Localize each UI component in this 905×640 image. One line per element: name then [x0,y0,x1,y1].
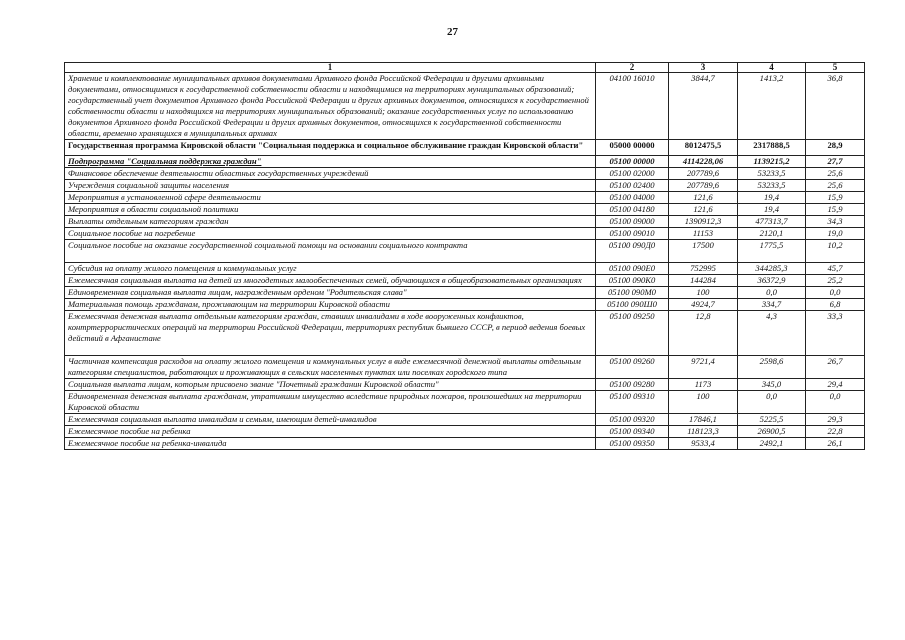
table-row [65,73,865,140]
table-row [65,228,865,240]
row-percent-cell: 25,6 [806,168,865,180]
table-row [65,287,865,299]
row-name-cell: Мероприятия в установленной сфере деятельности [65,192,596,204]
table-row [65,156,865,168]
row-percent-cell: 25,6 [806,180,865,192]
row-code-cell: 05100 00000 [596,156,669,168]
row-code-cell: 05000 00000 [596,140,669,156]
header-row [65,63,865,73]
table-row [65,180,865,192]
row-actual-cell: 1775,5 [738,240,806,263]
row-code-cell: 05100 09320 [596,414,669,426]
row-percent-cell: 22,8 [806,426,865,438]
row-name-cell: Ежемесячная социальная выплата на детей из многодетных малообеспеченных семей, обучающихся в общеобразовательных организациях [65,275,596,287]
row-name-cell: Социальное пособие на оказание государственной социальной помощи на основании социального контракта [65,240,596,263]
row-code-cell: 05100 09000 [596,216,669,228]
row-percent-cell: 6,8 [806,299,865,311]
table-row [65,391,865,414]
row-name-cell: Ежемесячная денежная выплата отдельным категориям граждан, ставших инвалидами в ходе вооруженных конфликтов, контртеррористических операций на территории Российской Федерации, территориях республик бывшего СССР, в период ведения боевых действий в Афганистане [65,311,596,356]
row-actual-cell: 19,4 [738,204,806,216]
row-code-cell: 05100 02400 [596,180,669,192]
row-actual-cell: 345,0 [738,379,806,391]
row-plan-cell: 118123,3 [669,426,738,438]
row-actual-cell: 0,0 [738,287,806,299]
column-header: 2 [596,63,669,73]
row-plan-cell: 3844,7 [669,73,738,140]
table-row [65,204,865,216]
row-plan-cell: 17846,1 [669,414,738,426]
row-actual-cell: 2598,6 [738,356,806,379]
table-row [65,168,865,180]
row-plan-cell: 1390912,3 [669,216,738,228]
row-name-cell: Ежемесячное пособие на ребенка [65,426,596,438]
row-name-cell: Учреждения социальной защиты населения [65,180,596,192]
row-plan-cell: 4924,7 [669,299,738,311]
row-actual-cell: 53233,5 [738,168,806,180]
row-code-cell: 05100 09250 [596,311,669,356]
budget-table [64,62,865,450]
row-name-cell: Хранение и комплектование муниципальных архивов документами Архивного фонда Российской Федерации и другими архивными документами, относящимися к государственной собственности области и находящимися на территориях муниципальных образований; государственный учет документов Архивного фонда Российской Федерации и других архивных документов, относящихся к государственной собственности области и находящихся на территориях муниципальных образований; оказание государственных услуг по использованию документов Архивного фонда Российской Федерации и других архивных документов, относящихся к государственной собственности области, временно хранящихся в муниципальных архивах [65,73,596,140]
row-plan-cell: 1173 [669,379,738,391]
row-percent-cell: 26,1 [806,438,865,450]
row-actual-cell: 36372,9 [738,275,806,287]
table-body [65,73,865,450]
row-plan-cell: 121,6 [669,192,738,204]
row-code-cell: 05100 090Ш0 [596,299,669,311]
row-code-cell: 05100 09010 [596,228,669,240]
row-percent-cell: 19,0 [806,228,865,240]
row-percent-cell: 45,7 [806,263,865,275]
table-row [65,311,865,356]
row-name-cell: Финансовое обеспечение деятельности областных государственных учреждений [65,168,596,180]
row-plan-cell: 207789,6 [669,180,738,192]
row-actual-cell: 5225,5 [738,414,806,426]
row-code-cell: 05100 04000 [596,192,669,204]
row-actual-cell: 4,3 [738,311,806,356]
row-actual-cell: 2120,1 [738,228,806,240]
table-row [65,216,865,228]
page-number: 27 [447,26,458,38]
row-name-cell: Выплаты отдельным категориям граждан [65,216,596,228]
row-plan-cell: 752995 [669,263,738,275]
row-percent-cell: 29,3 [806,414,865,426]
column-header: 5 [806,63,865,73]
row-plan-cell: 11153 [669,228,738,240]
row-plan-cell: 100 [669,391,738,414]
table-row [65,438,865,450]
row-plan-cell: 4114228,06 [669,156,738,168]
row-code-cell: 05100 09310 [596,391,669,414]
row-plan-cell: 121,6 [669,204,738,216]
row-plan-cell: 100 [669,287,738,299]
table-row [65,356,865,379]
row-percent-cell: 36,8 [806,73,865,140]
row-actual-cell: 26900,5 [738,426,806,438]
row-name-cell: Единовременная денежная выплата гражданам, утратившим имущество вследствие природных пожаров, произошедших на территории Кировской области [65,391,596,414]
table-row [65,379,865,391]
row-name-cell: Социальная выплата лицам, которым присвоено звание "Почетный гражданин Кировской области" [65,379,596,391]
row-plan-cell: 12,8 [669,311,738,356]
row-percent-cell: 0,0 [806,287,865,299]
row-code-cell: 05100 02000 [596,168,669,180]
row-name-cell: Частичная компенсация расходов на оплату жилого помещения и коммунальных услуг в виде ежемесячной денежной выплаты отдельным категориям специалистов, работающих и проживающих в сельских населенных пунктах или поселках городского типа [65,356,596,379]
row-code-cell: 05100 09280 [596,379,669,391]
column-header: 1 [65,63,596,73]
row-name-cell: Субсидия на оплату жилого помещения и коммунальных услуг [65,263,596,275]
row-name-cell: Ежемесячная социальная выплата инвалидам и семьям, имеющим детей-инвалидов [65,414,596,426]
table-row [65,275,865,287]
table-row [65,263,865,275]
table-row [65,140,865,156]
row-code-cell: 05100 09350 [596,438,669,450]
table-row [65,240,865,263]
row-name-cell: Социальное пособие на погребение [65,228,596,240]
row-percent-cell: 15,9 [806,204,865,216]
row-percent-cell: 26,7 [806,356,865,379]
column-header: 3 [669,63,738,73]
table-row [65,192,865,204]
row-plan-cell: 144284 [669,275,738,287]
row-code-cell: 05100 09340 [596,426,669,438]
row-actual-cell: 2492,1 [738,438,806,450]
row-actual-cell: 0,0 [738,391,806,414]
row-percent-cell: 34,3 [806,216,865,228]
row-code-cell: 05100 090Д0 [596,240,669,263]
row-name-cell: Материальная помощь гражданам, проживающим на территории Кировской области [65,299,596,311]
row-actual-cell: 19,4 [738,192,806,204]
column-header: 4 [738,63,806,73]
table-row [65,414,865,426]
row-actual-cell: 1413,2 [738,73,806,140]
row-plan-cell: 9721,4 [669,356,738,379]
row-name-cell: Ежемесячное пособие на ребенка-инвалида [65,438,596,450]
row-percent-cell: 27,7 [806,156,865,168]
row-actual-cell: 334,7 [738,299,806,311]
row-actual-cell: 477313,7 [738,216,806,228]
table-row [65,426,865,438]
row-code-cell: 05100 04180 [596,204,669,216]
row-percent-cell: 10,2 [806,240,865,263]
row-plan-cell: 9533,4 [669,438,738,450]
row-percent-cell: 29,4 [806,379,865,391]
row-code-cell: 04100 16010 [596,73,669,140]
row-name-cell: Подпрограмма "Социальная поддержка граждан" [65,156,596,168]
row-plan-cell: 207789,6 [669,168,738,180]
row-percent-cell: 25,2 [806,275,865,287]
row-name-cell: Единовременная социальная выплата лицам, награжденным орденом "Родительская слава" [65,287,596,299]
row-name-cell: Мероприятия в области социальной политики [65,204,596,216]
table-row [65,299,865,311]
row-plan-cell: 8012475,5 [669,140,738,156]
row-name-cell: Государственная программа Кировской области "Социальная поддержка и социальное обслуживание граждан Кировской области" [65,140,596,156]
row-code-cell: 05100 090М0 [596,287,669,299]
row-percent-cell: 0,0 [806,391,865,414]
row-actual-cell: 1139215,2 [738,156,806,168]
row-percent-cell: 28,9 [806,140,865,156]
row-code-cell: 05100 090Е0 [596,263,669,275]
row-actual-cell: 2317888,5 [738,140,806,156]
row-percent-cell: 33,3 [806,311,865,356]
row-percent-cell: 15,9 [806,192,865,204]
row-actual-cell: 53233,5 [738,180,806,192]
row-plan-cell: 17500 [669,240,738,263]
row-code-cell: 05100 090К0 [596,275,669,287]
row-code-cell: 05100 09260 [596,356,669,379]
row-actual-cell: 344285,3 [738,263,806,275]
